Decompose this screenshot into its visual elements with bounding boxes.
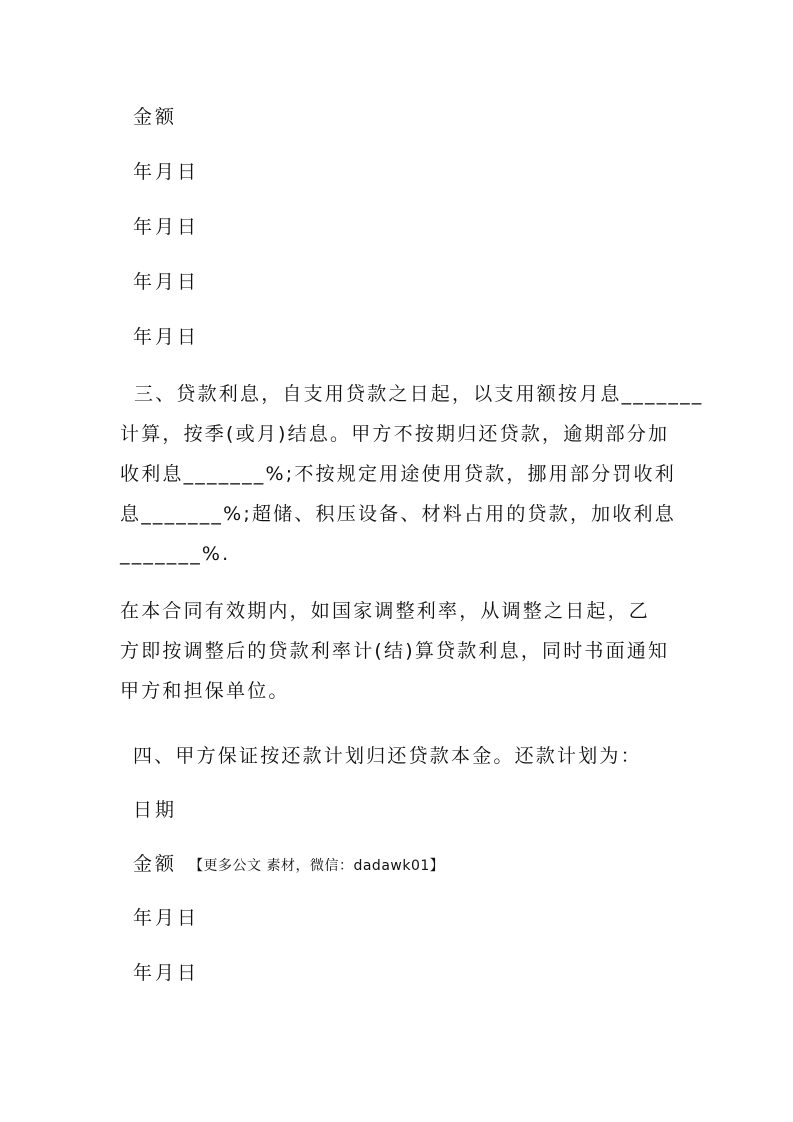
date-line: 年月日	[133, 216, 200, 238]
clause-3-row: 计算，按季(或月)结息。甲方不按期归还贷款，逾期部分加	[120, 423, 670, 445]
clause-3-interest	[120, 374, 704, 574]
clause-3-row: _______%.	[120, 543, 231, 565]
clause-3-row: 收利息_______%;不按规定用途使用贷款，挪用部分罚收利	[120, 463, 676, 485]
amount-label-top: 金额	[133, 106, 178, 128]
clause-4-repayment: 四、甲方保证按还款计划归还贷款本金。还款计划为：	[133, 745, 642, 767]
date-line: 年月日	[133, 907, 200, 929]
amount-row	[133, 851, 444, 879]
adjust-row: 甲方和担保单位。	[120, 680, 290, 702]
promo-text: 【更多公文 素材，微信：dadawk01】	[189, 858, 445, 874]
adjust-row: 在本合同有效期内，如国家调整利率，从调整之日起，乙	[120, 600, 651, 622]
adjust-row: 方即按调整后的贷款利率计(结)算贷款利息，同时书面通知	[120, 640, 670, 662]
clause-3-row: 三、贷款利息，自支用贷款之日起，以支用额按月息_______	[134, 383, 704, 405]
date-line: 年月日	[133, 962, 200, 984]
date-line: 年月日	[133, 326, 200, 348]
amount-label: 金额	[133, 853, 178, 875]
date-line: 年月日	[133, 271, 200, 293]
date-line: 年月日	[133, 161, 200, 183]
date-label: 日期	[133, 799, 178, 821]
rate-adjustment-paragraph	[120, 591, 675, 711]
clause-3-row: 息_______%;超储、积压设备、材料占用的贷款，加收利息	[120, 503, 676, 525]
